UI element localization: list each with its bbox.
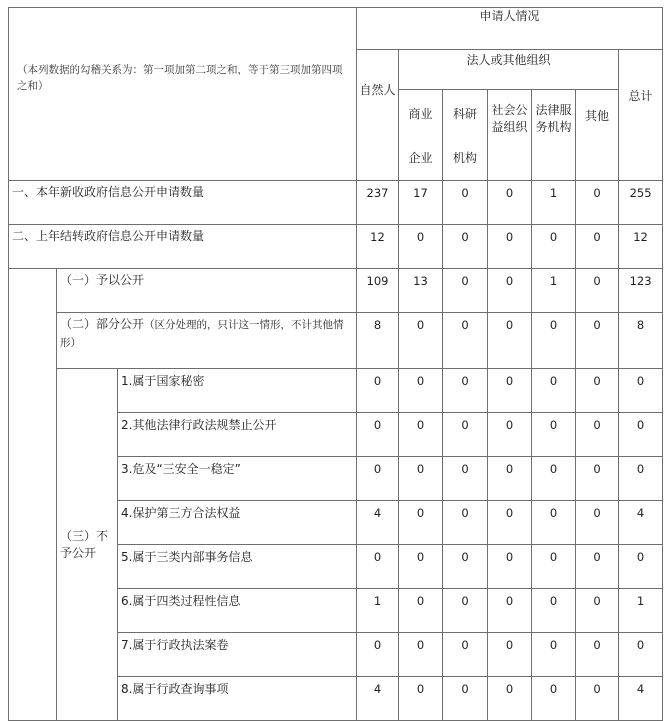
count-value: 0	[443, 589, 488, 633]
total-value: 12	[619, 225, 663, 269]
count-value: 0	[576, 413, 619, 457]
count-value: 237	[357, 181, 399, 225]
count-value: 0	[357, 369, 399, 413]
count-value: 4	[357, 677, 399, 721]
count-value: 0	[443, 313, 488, 369]
count-value: 0	[576, 501, 619, 545]
total-value: 4	[619, 501, 663, 545]
count-value: 0	[532, 413, 576, 457]
table-row	[9, 181, 663, 225]
partial-label	[57, 313, 357, 369]
count-value: 13	[399, 269, 443, 313]
social-welfare-text: 社会公益组织	[491, 103, 528, 134]
not-open-item-label: 1.属于国家秘密	[118, 369, 357, 413]
count-value: 0	[532, 313, 576, 369]
commercial-header	[399, 90, 443, 181]
legal-service-header	[532, 90, 576, 181]
count-value: 0	[399, 225, 443, 269]
count-value: 0	[357, 457, 399, 501]
count-value: 17	[399, 181, 443, 225]
not-open-item-label: 4.保护第三方合法权益	[118, 501, 357, 545]
natural-person-header: 自然人	[357, 50, 399, 181]
count-value: 0	[488, 633, 532, 677]
total-value: 1	[619, 589, 663, 633]
count-value: 0	[576, 589, 619, 633]
research-text: 科研机构	[452, 107, 477, 165]
count-value: 0	[399, 501, 443, 545]
not-open-item-label: 5.属于三类内部事务信息	[118, 545, 357, 589]
count-value: 1	[532, 269, 576, 313]
table-row	[9, 269, 663, 313]
count-value: 0	[357, 413, 399, 457]
count-value: 0	[399, 313, 443, 369]
not-open-item-label: 2.其他法律行政法规禁止公开	[118, 413, 357, 457]
applicant-header: 申请人情况	[357, 8, 663, 50]
count-value: 0	[532, 633, 576, 677]
count-value: 0	[488, 269, 532, 313]
count-value: 0	[443, 677, 488, 721]
count-value: 0	[532, 225, 576, 269]
count-value: 0	[488, 313, 532, 369]
count-value: 0	[443, 545, 488, 589]
count-value: 0	[488, 545, 532, 589]
partial-label-main: （二）部分公开	[60, 317, 145, 331]
total-value: 4	[619, 677, 663, 721]
total-value: 123	[619, 269, 663, 313]
social-welfare-header	[488, 90, 532, 181]
count-value: 0	[532, 589, 576, 633]
table-row	[9, 313, 663, 369]
count-value: 12	[357, 225, 399, 269]
count-value: 1	[532, 181, 576, 225]
count-value: 0	[532, 677, 576, 721]
count-value: 0	[576, 457, 619, 501]
not-open-label-text: （三）不予公开	[60, 528, 109, 560]
not-open-item-label: 8.属于行政查询事项	[118, 677, 357, 721]
count-value: 0	[399, 589, 443, 633]
count-value: 0	[488, 369, 532, 413]
count-value: 0	[576, 369, 619, 413]
count-value: 0	[443, 633, 488, 677]
disclosure-statistics-table	[8, 7, 663, 721]
count-value: 1	[357, 589, 399, 633]
table-row	[9, 369, 663, 413]
count-value: 0	[399, 457, 443, 501]
count-value: 0	[399, 677, 443, 721]
count-value: 0	[399, 633, 443, 677]
count-value: 0	[576, 677, 619, 721]
count-value: 0	[576, 181, 619, 225]
total-value: 8	[619, 313, 663, 369]
count-value: 0	[488, 181, 532, 225]
section-blank-cell	[9, 269, 57, 721]
legal-service-text: 法律服务机构	[535, 103, 572, 134]
count-value: 0	[576, 633, 619, 677]
count-value: 0	[399, 413, 443, 457]
table-row	[9, 225, 663, 269]
count-value: 0	[488, 457, 532, 501]
count-value: 0	[443, 369, 488, 413]
open-label: （一）予以公开	[57, 269, 357, 313]
count-value: 0	[488, 501, 532, 545]
count-value: 0	[357, 545, 399, 589]
count-value: 0	[532, 457, 576, 501]
count-value: 0	[488, 589, 532, 633]
count-value: 0	[532, 545, 576, 589]
total-value: 0	[619, 633, 663, 677]
count-value: 0	[576, 545, 619, 589]
count-value: 0	[488, 225, 532, 269]
other-header: 其他	[576, 90, 619, 181]
count-value: 0	[488, 677, 532, 721]
count-value: 0	[357, 633, 399, 677]
count-value: 0	[532, 501, 576, 545]
count-value: 0	[443, 181, 488, 225]
not-open-label	[57, 369, 118, 721]
count-value: 0	[576, 225, 619, 269]
relation-note-text: （本列数据的勾稽关系为：第一项加第二项之和，等于第三项加第四项之和）	[17, 64, 343, 92]
count-value: 0	[488, 413, 532, 457]
count-value: 0	[399, 369, 443, 413]
partial-label-note: （区分处理的，只计这一情形，不计其他情形）	[60, 319, 344, 349]
count-value: 109	[357, 269, 399, 313]
total-value: 0	[619, 369, 663, 413]
count-value: 8	[357, 313, 399, 369]
not-open-item-label: 6.属于四类过程性信息	[118, 589, 357, 633]
research-header	[443, 90, 488, 181]
count-value: 0	[399, 545, 443, 589]
row-label: 二、上年结转政府信息公开申请数量	[9, 225, 357, 269]
total-value: 0	[619, 413, 663, 457]
count-value: 0	[576, 313, 619, 369]
row-label: 一、本年新收政府信息公开申请数量	[9, 181, 357, 225]
total-value: 0	[619, 545, 663, 589]
total-value: 0	[619, 457, 663, 501]
not-open-item-label: 7.属于行政执法案卷	[118, 633, 357, 677]
not-open-item-label: 3.危及“三安全一稳定”	[118, 457, 357, 501]
total-value: 255	[619, 181, 663, 225]
total-header: 总计	[619, 50, 663, 181]
count-value: 4	[357, 501, 399, 545]
count-value: 0	[443, 225, 488, 269]
count-value: 0	[532, 369, 576, 413]
count-value: 0	[443, 269, 488, 313]
count-value: 0	[443, 457, 488, 501]
count-value: 0	[576, 269, 619, 313]
legal-org-header: 法人或其他组织	[399, 50, 619, 90]
commercial-text: 商业企业	[408, 107, 433, 165]
count-value: 0	[443, 413, 488, 457]
relation-note	[9, 8, 357, 181]
count-value: 0	[443, 501, 488, 545]
